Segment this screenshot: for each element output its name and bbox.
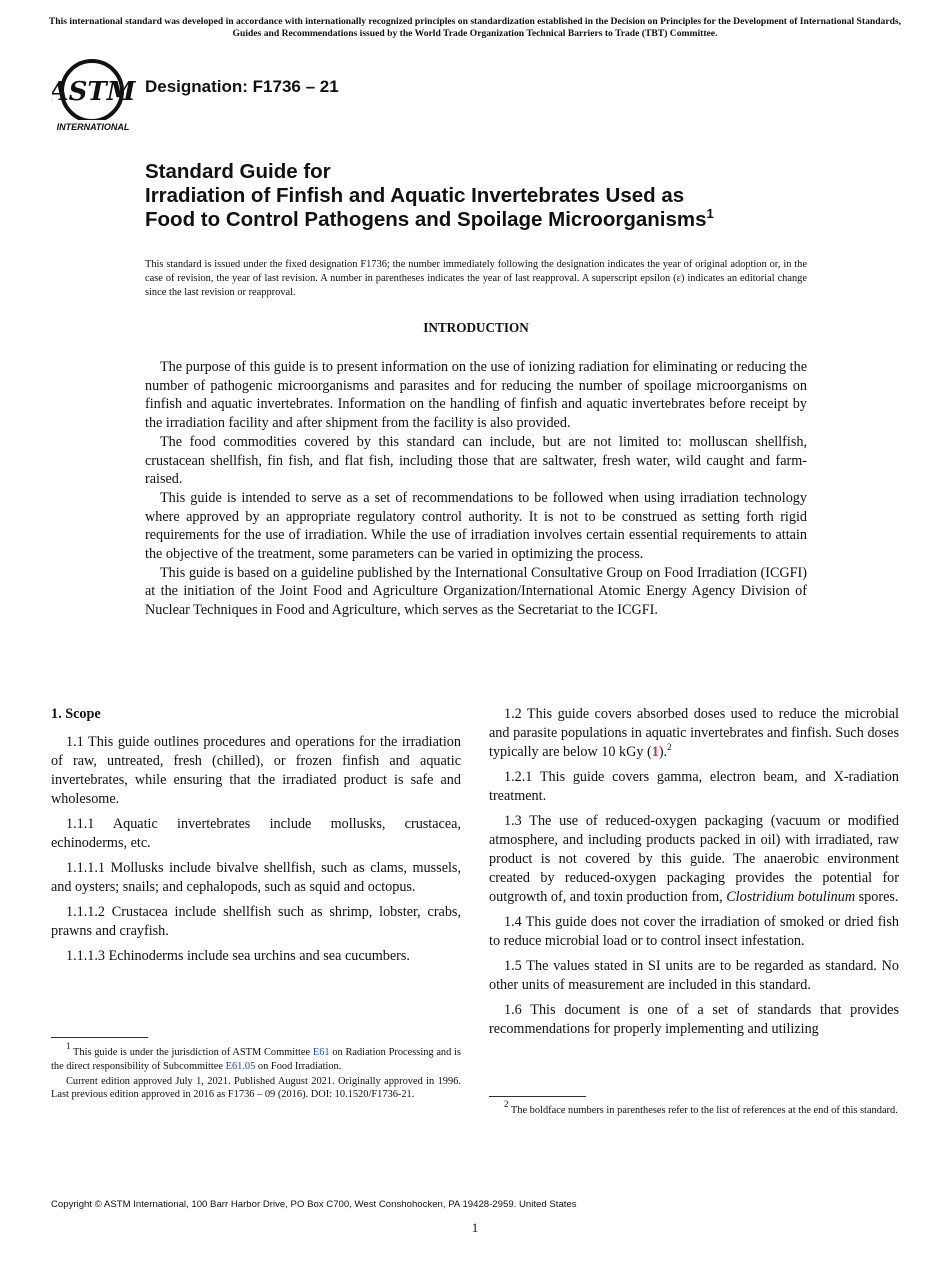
footnotes-right — [489, 1099, 899, 1119]
section-1-1-1-1: 1.1.1.1 Mollusks include bivalve shellfish, such as clams, mussels, and oysters; snails; and cephalopods, such as squid and octopus. — [51, 860, 461, 895]
committee-e61-link[interactable]: E61 — [312, 1047, 330, 1058]
page-number: 1 — [471, 1220, 479, 1235]
footnote-divider — [51, 1037, 148, 1038]
section-1-2: 1.2 This guide covers absorbed doses used to reduce the microbial and parasite populations in aquatic invertebrates and finfish. Such doses typically are below 10 kGy (1).$^2$ — [489, 706, 899, 760]
footnote-1: 1 This guide is under the jurisdiction of ASTM Committee E61 on Radiation Processing and is the direct responsibility of Subcommittee E61.05 on Food Irradiation. — [51, 1041, 461, 1072]
footnotes-left — [51, 1041, 461, 1103]
organism-name: Clostridium botulinum — [726, 889, 856, 905]
section-1-1-1: 1.1.1 Aquatic invertebrates include mollusks, crustacea, echinoderms, etc. — [51, 816, 461, 851]
intro-paragraph: The food commodities covered by this standard can include, but are not limited to: molluscan shellfish, crustacean shellfish, fin fish, and flat fish, including those that are saltwater, fresh water, wild caught and farm-raised. — [145, 433, 807, 488]
standard-issuance-note: This standard is issued under the fixed designation F1736; the number immediately following the designation indicates the year of original adoption or, in the case of revision, the year of last revision. A number in parentheses indicates the year of last reapproval. A superscript epsilon (ε) indicates an editorial change since the last revision or reapproval. — [145, 259, 807, 298]
title-line-1: Standard Guide for — [145, 160, 331, 183]
svg-text:INTERNATIONAL: INTERNATIONAL — [56, 122, 130, 132]
footnote-divider — [489, 1096, 586, 1097]
subcommittee-e61-05-link[interactable]: E61.05 — [225, 1060, 256, 1072]
astm-logo — [52, 58, 136, 134]
reference-link-1[interactable]: 1 — [651, 744, 659, 760]
copyright-line: Copyright © ASTM International, 100 Barr Harbor Drive, PO Box C700, West Conshohocken, PA 19428-2959. United States — [51, 1199, 577, 1210]
astm-logo-mark — [52, 58, 136, 134]
intro-paragraph: The purpose of this guide is to present information on the use of ionizing radiation for eliminating or reducing the number of pathogenic microorganisms and parasites and for reducing the number of spoilage microorganisms on finfish and aquatic invertebrates. Information on the handling of finfish and aquatic invertebrates before receipt by the irradiation facility and after shipment from the facility is also provided. — [145, 359, 807, 432]
introduction-heading: INTRODUCTION — [423, 320, 529, 335]
section-1-2-1: 1.2.1 This guide covers gamma, electron beam, and X-radiation treatment. — [489, 769, 899, 804]
intro-paragraph: This guide is intended to serve as a set of recommendations to be followed when using irradiation technology where approved by an appropriate regulatory control authority. It is not to be construed as setting forth rigid requirements for the use of irradiation. While the use of irradiation involves certain essential requirements to attain the objective of the treatment, some parameters can be varied in optimizing the process. — [145, 489, 807, 563]
intro-paragraph: This guide is based on a guideline published by the International Consultative Group on Food Irradiation (ICGFI) at the initiation of the Joint Food and Agriculture Organization/International Atomic Energy Agency Division of Nuclear Techniques in Food and Agriculture, which serves as the Secretariat to the ICGFI. — [145, 564, 807, 619]
title-line-2: Irradiation of Finfish and Aquatic Invertebrates Used as — [145, 184, 685, 207]
title-footnote-mark: 1 — [706, 206, 714, 221]
section-1-5: 1.5 The values stated in SI units are to be regarded as standard. No other units of measurement are included in this standard. — [489, 958, 899, 993]
section-1-1-1-3: 1.1.1.3 Echinoderms include sea urchins and sea cucumbers. — [66, 948, 410, 964]
designation: Designation: F1736 – 21 — [145, 77, 339, 96]
section-1-1-1-2: 1.1.1.2 Crustacea include shellfish such as shrimp, lobster, crabs, prawns and crayfish. — [51, 904, 461, 939]
international-standard-notice: This international standard was developed in accordance with internationally recognized principles on standardization established in the Decision on Principles for the Development of International Standards, Guides and Recommendations issued by the World Trade Organization Technical Barriers to Trade (TBT) Committee. — [48, 16, 902, 39]
right-column — [489, 705, 899, 1045]
introduction-body — [145, 358, 807, 620]
edition-note: Current edition approved July 1, 2021. Published August 2021. Originally approved in 1996. Last previous edition approved in 2016 as F1736 – 09 (2016). DOI: 10.1520/F1736-21. — [51, 1075, 461, 1101]
section-1-4: 1.4 This guide does not cover the irradiation of smoked or dried fish to reduce microbial load or to control insect infestation. — [489, 914, 899, 949]
section-1-3: 1.3 The use of reduced-oxygen packaging (vacuum or modified atmosphere, and including products packed in oil) with irradiated, raw product is not covered by this guide. The anaerobic environment created by reduced-oxygen packaging provides the potential for outgrowth of, and toxin production from, Clostridium botulinum spores. — [489, 813, 899, 905]
document-title — [145, 160, 845, 232]
scope-heading: 1. Scope — [51, 706, 101, 722]
section-1-1: 1.1 This guide outlines procedures and operations for the irradiation of raw, untreated, fresh (chilled), or frozen finfish and aquatic invertebrates, while ensuring that the irradiated product is safe and wholesome. — [51, 734, 461, 807]
footnote-mark-2: 2 — [667, 742, 672, 752]
title-line-3: Food to Control Pathogens and Spoilage Microorganisms$^1$ — [145, 206, 714, 231]
left-column — [51, 705, 461, 972]
svg-text:ASTM: ASTM — [52, 77, 136, 107]
section-1-6: 1.6 This document is one of a set of standards that provides recommendations for properly implementing and utilizing — [489, 1002, 899, 1037]
footnote-2: 2 The boldface numbers in parentheses refer to the list of references at the end of this standard. — [504, 1099, 898, 1116]
